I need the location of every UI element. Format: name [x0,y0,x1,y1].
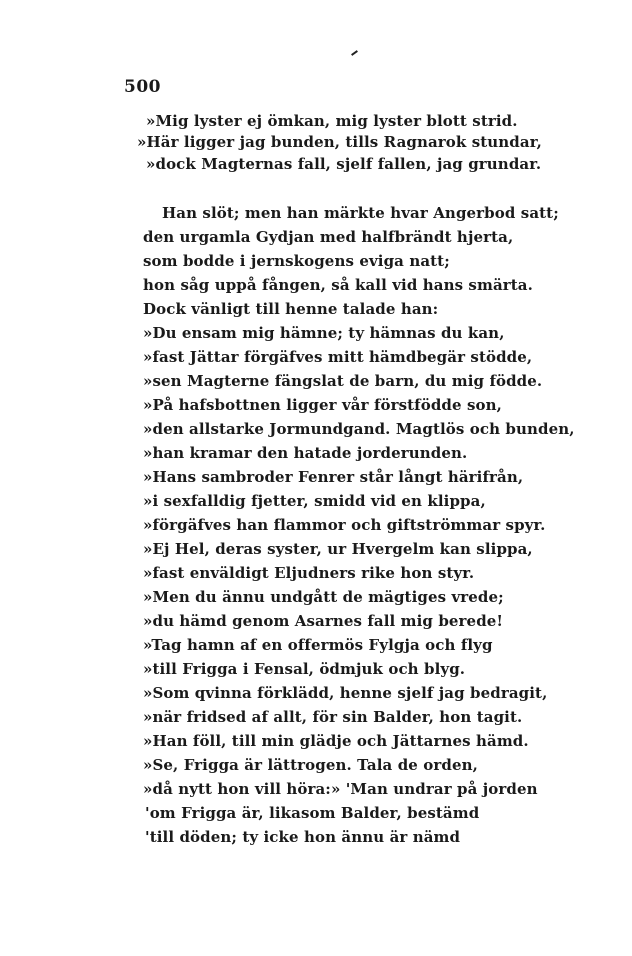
poem-line: »På hafsbottnen ligger vår förstfödde son, [143,396,502,414]
poem-line: »Tag hamn af en offermös Fylgja och flyg [143,636,493,654]
ink-speck [351,50,358,56]
poem-line: »Ej Hel, deras syster, ur Hvergelm kan slippa, [143,540,533,558]
poem-line: »Som qvinna förklädd, henne sjelf jag bedragit, [143,684,548,702]
poem-line: hon såg uppå fången, så kall vid hans smärta. [143,276,533,294]
poem-line: »förgäfves han flammor och giftströmmar spyr. [143,516,546,534]
poem-line: »dock Magternas fall, sjelf fallen, jag grundar. [146,155,542,173]
poem-line: Dock vänligt till henne talade han: [143,300,439,318]
poem-line: »Men du ännu undgått de mägtiges vrede; [143,588,504,606]
poem-line: »när fridsed af allt, för sin Balder, hon tagit. [143,708,523,726]
poem-line: »Se, Frigga är lättrogen. Tala de orden, [143,756,478,774]
poem-line: »han kramar den hatade jorderunden. [143,444,468,462]
poem-line: 'om Frigga är, likasom Balder, bestämd [145,804,480,822]
poem-line: »Hans sambroder Fenrer står långt härifrån, [143,468,524,486]
poem-line: »du hämd genom Asarnes fall mig berede! [143,612,504,630]
poem-line: »i sexfalldig fjetter, smidd vid en klippa, [143,492,486,510]
poem-line: »Här ligger jag bunden, tills Ragnarok stundar, [137,133,542,151]
poem-line: »Han föll, till min glädje och Jättarnes hämd. [143,732,529,750]
poem-line: »sen Magterne fängslat de barn, du mig födde. [143,372,543,390]
poem-line: den urgamla Gydjan med halfbrändt hjerta, [143,228,514,246]
poem-line: »Mig lyster ej ömkan, mig lyster blott strid. [146,112,518,130]
page-number: 500 [124,77,161,97]
poem-line: Han slöt; men han märkte hvar Angerbod satt; [162,204,559,222]
poem-line: »den allstarke Jormundgand. Magtlös och bunden, [143,420,575,438]
poem-line: »fast enväldigt Eljudners rike hon styr. [143,564,475,582]
poem-line: »till Frigga i Fensal, ödmjuk och blyg. [143,660,466,678]
poem-line: »då nytt hon vill höra:» 'Man undrar på jorden [143,780,538,798]
poem-line: 'till döden; ty icke hon ännu är nämd [145,828,461,846]
poem-line: »fast Jättar förgäfves mitt hämdbegär stödde, [143,348,533,366]
poem-line: »Du ensam mig hämne; ty hämnas du kan, [143,324,505,342]
poem-line: som bodde i jernskogens eviga natt; [143,252,450,270]
